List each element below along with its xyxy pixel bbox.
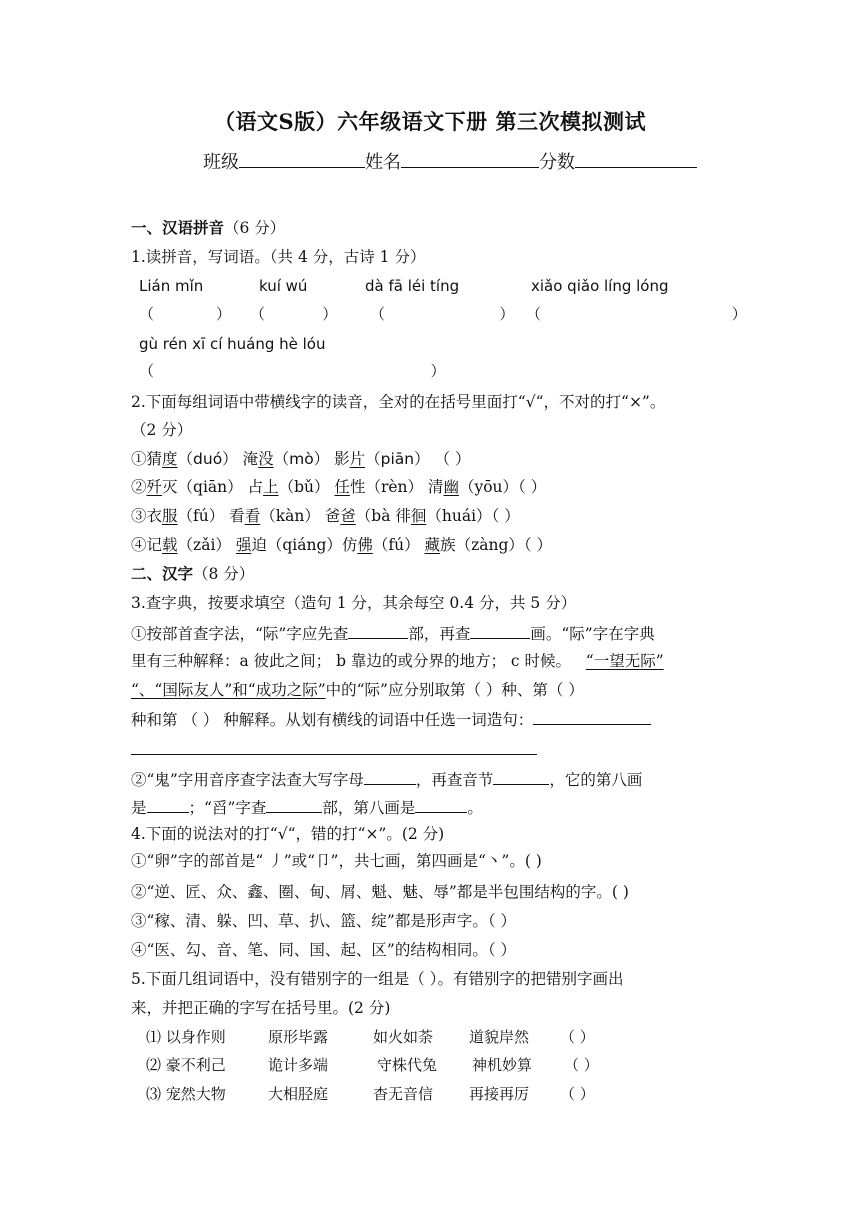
question-1: 1.读拼音，写词语。（共 4 分，古诗 1 分）: [131, 248, 426, 266]
q2-row-4: ④记载（zǎi） 强迫（qiáng）仿佛（fú） 藏族（zàng）（ ）: [131, 536, 553, 554]
q3-line-c: “、“国际友人”和“成功之际”中的“际”应分别取第（ ）种、第（ ）: [131, 681, 584, 699]
score-label: 分数: [539, 152, 575, 173]
q5-row2-answer[interactable]: （ ）: [564, 1056, 599, 1074]
q3-blank-strokes[interactable]: [470, 623, 530, 639]
q4-item-1: ①“卵”字的部首是“ 丿”或“卩”，共七画，第四画是“丶”。( ): [131, 852, 542, 870]
q5-row3-word3: 杳无音信: [373, 1085, 434, 1103]
q2-row-2: ②歼灭（qiān） 占上（bǔ） 任性（rèn） 清幽（yōu）（ ）: [131, 478, 547, 496]
q3-blank-sentence-2[interactable]: [131, 739, 537, 755]
q3-blank-eighth-stroke[interactable]: [147, 797, 189, 813]
q3-blank-letter[interactable]: [364, 769, 416, 785]
q3-blank-radical[interactable]: [348, 623, 408, 639]
q5-row1-word2: 原形毕露: [268, 1028, 329, 1046]
pinyin-2: kuí wú: [259, 277, 308, 295]
answer-paren-2[interactable]: （ ）: [250, 305, 338, 323]
question-3: 3.查字典，按要求填空（造句 1 分，其余每空 0.4 分，共 5 分）: [131, 594, 577, 612]
q5-row2-word3: 守株代兔: [377, 1056, 438, 1074]
page-title: （语文S版）六年级语文下册 第三次模拟测试: [214, 109, 646, 134]
q5-row1-answer[interactable]: （ ）: [560, 1028, 595, 1046]
name-label: 姓名: [365, 152, 401, 173]
q3-sentence-line: [131, 739, 537, 760]
q5-row2-word2: 诡计多端: [268, 1056, 329, 1074]
pinyin-3: dà fā léi tíng: [365, 277, 460, 295]
q2-row-3: ③衣服（fú） 看看（kàn） 爸爸（bà 徘徊（huái）（ ）: [131, 507, 520, 525]
q5-row1-word3: 如火如荼: [373, 1028, 434, 1046]
pinyin-5: gù rén xī cí huáng hè lóu: [139, 335, 326, 353]
section-2-heading: 二、汉字（8 分）: [131, 564, 255, 583]
answer-paren-4[interactable]: （ ）: [526, 305, 747, 323]
q5-row2-word4: 神机妙算: [472, 1056, 533, 1074]
q3-blank-eighth-stroke-2[interactable]: [415, 797, 467, 813]
question-4: 4.下面的说法对的打“√“，错的打“×”。(2 分): [131, 825, 445, 843]
q3-line-d: 种和第 （ ） 种解释。从划有横线的词语中任选一词造句：: [131, 709, 651, 730]
section-1-heading: 一、汉语拼音（6 分）: [131, 218, 286, 237]
q4-item-3: ③“稼、清、躲、凹、草、扒、篮、绽”都是形声字。（ ）: [131, 912, 517, 930]
q3-line-a: ①按部首查字法，“际”字应先查 部，再查 画。“际”字在字典: [131, 625, 655, 643]
q2-row-1: ①猜度（duó） 淹没（mò） 影片（piān） （ ）: [131, 450, 471, 468]
q5-row3-word4: 再接再厉: [469, 1085, 530, 1103]
student-info-line: [203, 148, 697, 174]
answer-paren-1[interactable]: （ ）: [139, 305, 231, 323]
q3-line-f: 是 ；“舀”字查 部，第八画是 。: [131, 799, 483, 817]
q3-line-b: 里有三种解释：a 彼此之间； b 靠边的或分界的地方； c 时候。 “一望无际”: [131, 652, 664, 670]
class-blank[interactable]: [239, 152, 365, 168]
pinyin-4: xiǎo qiǎo líng lóng: [531, 277, 669, 295]
q5-row3-word2: 大相胫庭: [268, 1085, 329, 1103]
answer-paren-3[interactable]: （ ）: [370, 305, 515, 323]
answer-paren-5[interactable]: （ ）: [139, 362, 446, 380]
q3-blank-sentence-1[interactable]: [533, 709, 651, 725]
class-label: 班级: [203, 152, 239, 173]
q3-blank-radical-2[interactable]: [266, 797, 322, 813]
name-blank[interactable]: [401, 152, 539, 168]
question-5: 5.下面几组词语中，没有错别字的一组是（ ）。有错别字的把错别字画出: [131, 970, 624, 988]
q5-row3-word1: ⑶ 宠然大物: [146, 1085, 226, 1103]
pinyin-1: Lián mǐn: [139, 277, 204, 295]
q3-line-e: ②“鬼”字用音序查字法查大写字母 ，再查音节 ，它的第八画: [131, 771, 643, 789]
q3-blank-syllable[interactable]: [493, 769, 549, 785]
question-2: 2.下面每组词语中带横线字的读音，全对的在括号里面打“√“，不对的打“×”。: [131, 393, 666, 411]
q5-row3-answer[interactable]: （ ）: [560, 1085, 595, 1103]
q5-row1-word4: 道貌岸然: [469, 1028, 530, 1046]
question-2-points: （2 分）: [131, 421, 193, 439]
score-blank[interactable]: [575, 152, 697, 168]
question-5-cont: 来，并把正确的字写在括号里。(2 分): [131, 999, 391, 1017]
q5-row1-word1: ⑴ 以身作则: [146, 1028, 226, 1046]
q4-item-4: ④“医、勾、音、笔、同、国、起、区”的结构相同。（ ）: [131, 941, 517, 959]
q4-item-2: ②“逆、匠、众、鑫、圈、甸、屑、魁、魅、辱”都是半包围结构的字。( ): [131, 883, 629, 901]
q5-row2-word1: ⑵ 豪不利己: [146, 1056, 226, 1074]
